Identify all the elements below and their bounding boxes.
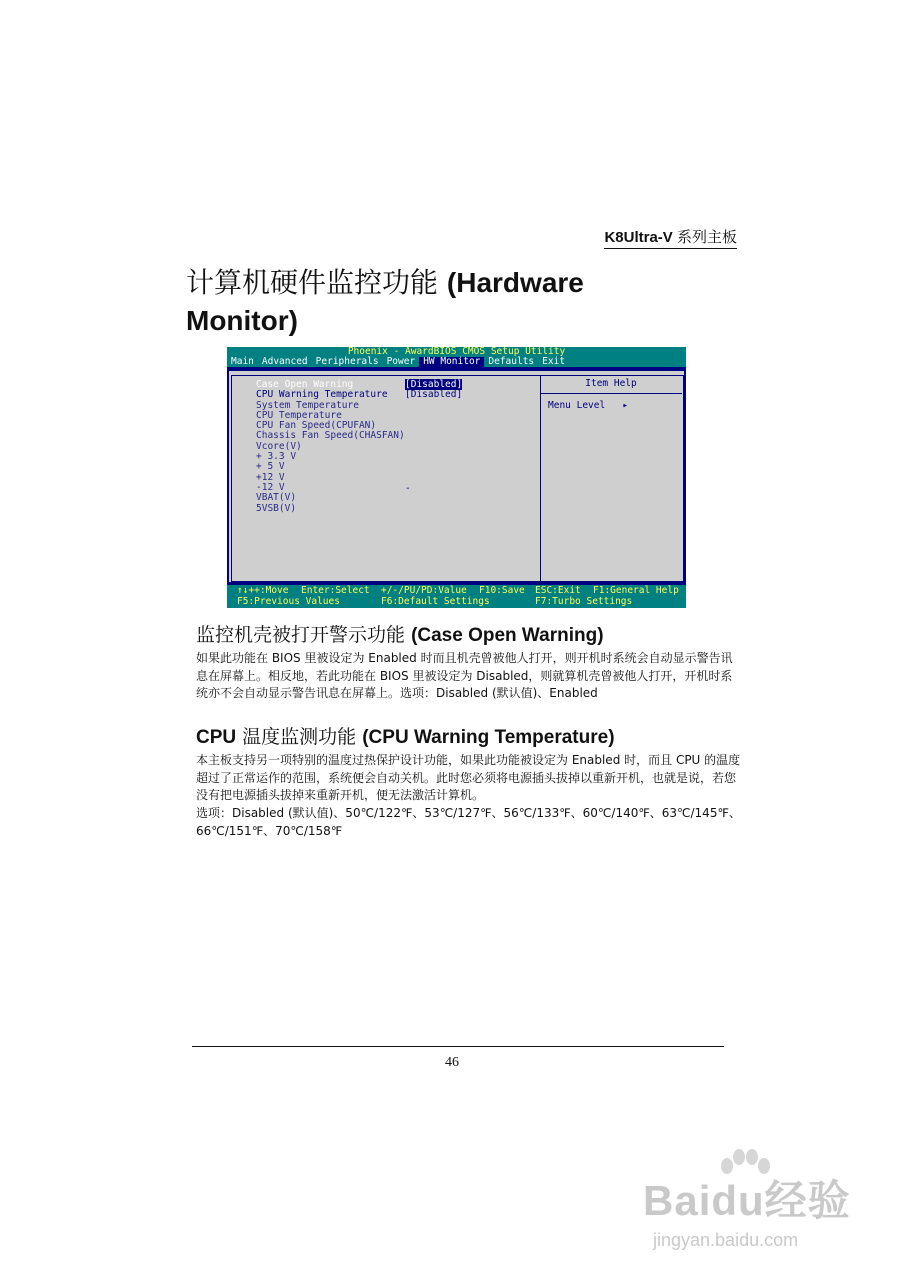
bios-footer	[227, 585, 686, 608]
bios-setting-list	[256, 380, 405, 514]
setting-5v: + 5 V	[256, 461, 285, 473]
key-save: F10:Save	[479, 585, 525, 596]
help-menu-level-label: Menu Level	[548, 400, 606, 411]
bios-screenshot	[227, 347, 686, 608]
section-cpu-warning-body: 本主板支持另一项特别的温度过热保护设计功能，如果此功能被设定为 Enabled 时，而且 CPU 的温度超过了正常运作的范围，系统便会自动关机。此时您必须将电源插头拔掉以重新开机，也就是说，若您没有把电源插头拔掉来重新开机，便无法激活计算机。	[196, 753, 741, 802]
section-case-open-title-en: (Case Open Warning)	[411, 625, 604, 646]
bios-menu-advanced[interactable]: Advanced	[261, 356, 308, 367]
bios-menu-power[interactable]: Power	[386, 356, 416, 367]
setting-vcore: Vcore(V)	[256, 440, 302, 452]
bios-help-title: Item Help	[540, 375, 682, 394]
setting-chassis-fan-speed: Chassis Fan Speed(CHASFAN)	[256, 430, 405, 442]
header-series: 系列主板	[676, 228, 737, 246]
setting-5vsb: 5VSB(V)	[256, 502, 297, 514]
watermark-url: jingyan.baidu.com	[653, 1230, 799, 1250]
setting-minus-12v: -12 V	[256, 481, 285, 493]
key-turbo-settings: F7:Turbo Settings	[535, 596, 633, 607]
bios-help-menu-level	[548, 400, 628, 411]
value-case-open-warning[interactable]: [Disabled]	[405, 379, 463, 390]
page-title-zh: 计算机硬件监控功能	[186, 266, 439, 299]
key-value: +/-/PU/PD:Value	[381, 585, 467, 596]
key-previous-values: F5:Previous Values	[237, 596, 340, 607]
value-minus-12v: -	[405, 483, 411, 494]
setting-cpu-warning-temperature[interactable]: CPU Warning Temperature	[256, 389, 388, 401]
menu-level-arrow-icon: ▸	[622, 400, 629, 411]
bios-menu-main[interactable]: Main	[231, 356, 254, 367]
bios-title: Phoenix - AwardBIOS CMOS Setup Utility	[227, 347, 686, 357]
header-model: K8Ultra-V	[604, 229, 673, 246]
page-number: 46	[445, 1055, 459, 1070]
section-cpu-warning-options: 选项：Disabled (默认值)、50℃/122℉、53℃/127℉、56℃/133℉、60℃/140℉、63℃/145℉、66℃/151℉、70℃/158℉	[196, 806, 741, 838]
setting-vbat: VBAT(V)	[256, 492, 297, 504]
watermark-brand: Baidu经验	[643, 1177, 851, 1224]
bios-menu-defaults[interactable]: Defaults	[488, 356, 535, 367]
setting-3v3: + 3.3 V	[256, 451, 297, 463]
section-cpu-warning-title-zh: 温度监测功能	[242, 726, 357, 748]
bios-menu-exit[interactable]: Exit	[542, 356, 566, 367]
key-select: Enter:Select	[301, 585, 370, 596]
bios-menu-bar	[227, 357, 686, 367]
key-help: F1:General Help	[593, 585, 679, 596]
page-title	[186, 264, 656, 340]
setting-case-open-warning[interactable]: Case Open Warning	[256, 379, 354, 390]
key-exit: ESC:Exit	[535, 585, 581, 596]
section-cpu-warning-title-cpu: CPU	[196, 727, 237, 748]
value-cpu-warning-temperature[interactable]: [Disabled]	[405, 389, 463, 401]
bios-menu-peripherals[interactable]: Peripherals	[315, 356, 379, 367]
section-cpu-warning-title-en: (CPU Warning Temperature)	[362, 727, 615, 748]
key-move: ↑↓++:Move	[237, 585, 289, 596]
section-cpu-warning-title	[196, 722, 615, 749]
setting-12v: +12 V	[256, 471, 285, 483]
bios-menu-hw-monitor[interactable]: HW Monitor	[419, 357, 484, 367]
key-default-settings: F6:Default Settings	[381, 596, 490, 607]
page-title-en: (Hardware Monitor)	[186, 267, 584, 336]
page-header	[604, 226, 737, 249]
section-case-open-body: 如果此功能在 BIOS 里被设定为 Enabled 时而且机壳曾被他人打开，则开机时系统会自动显示警告讯息在屏幕上。相反地，若此功能在 BIOS 里被设定为 Disabled，则就算机壳曾被他人打开，开机时系统亦不会自动显示警告讯息在屏幕上。选项：Disabled (默认值)、Enabled	[196, 651, 733, 700]
footer-rule	[192, 1046, 724, 1047]
setting-cpu-fan-speed: CPU Fan Speed(CPUFAN)	[256, 420, 377, 432]
baidu-watermark	[643, 1148, 851, 1266]
section-case-open-title	[196, 620, 604, 647]
setting-cpu-temperature: CPU Temperature	[256, 409, 342, 421]
section-case-open-title-zh: 监控机壳被打开警示功能	[196, 624, 406, 646]
setting-system-temperature: System Temperature	[256, 399, 359, 411]
